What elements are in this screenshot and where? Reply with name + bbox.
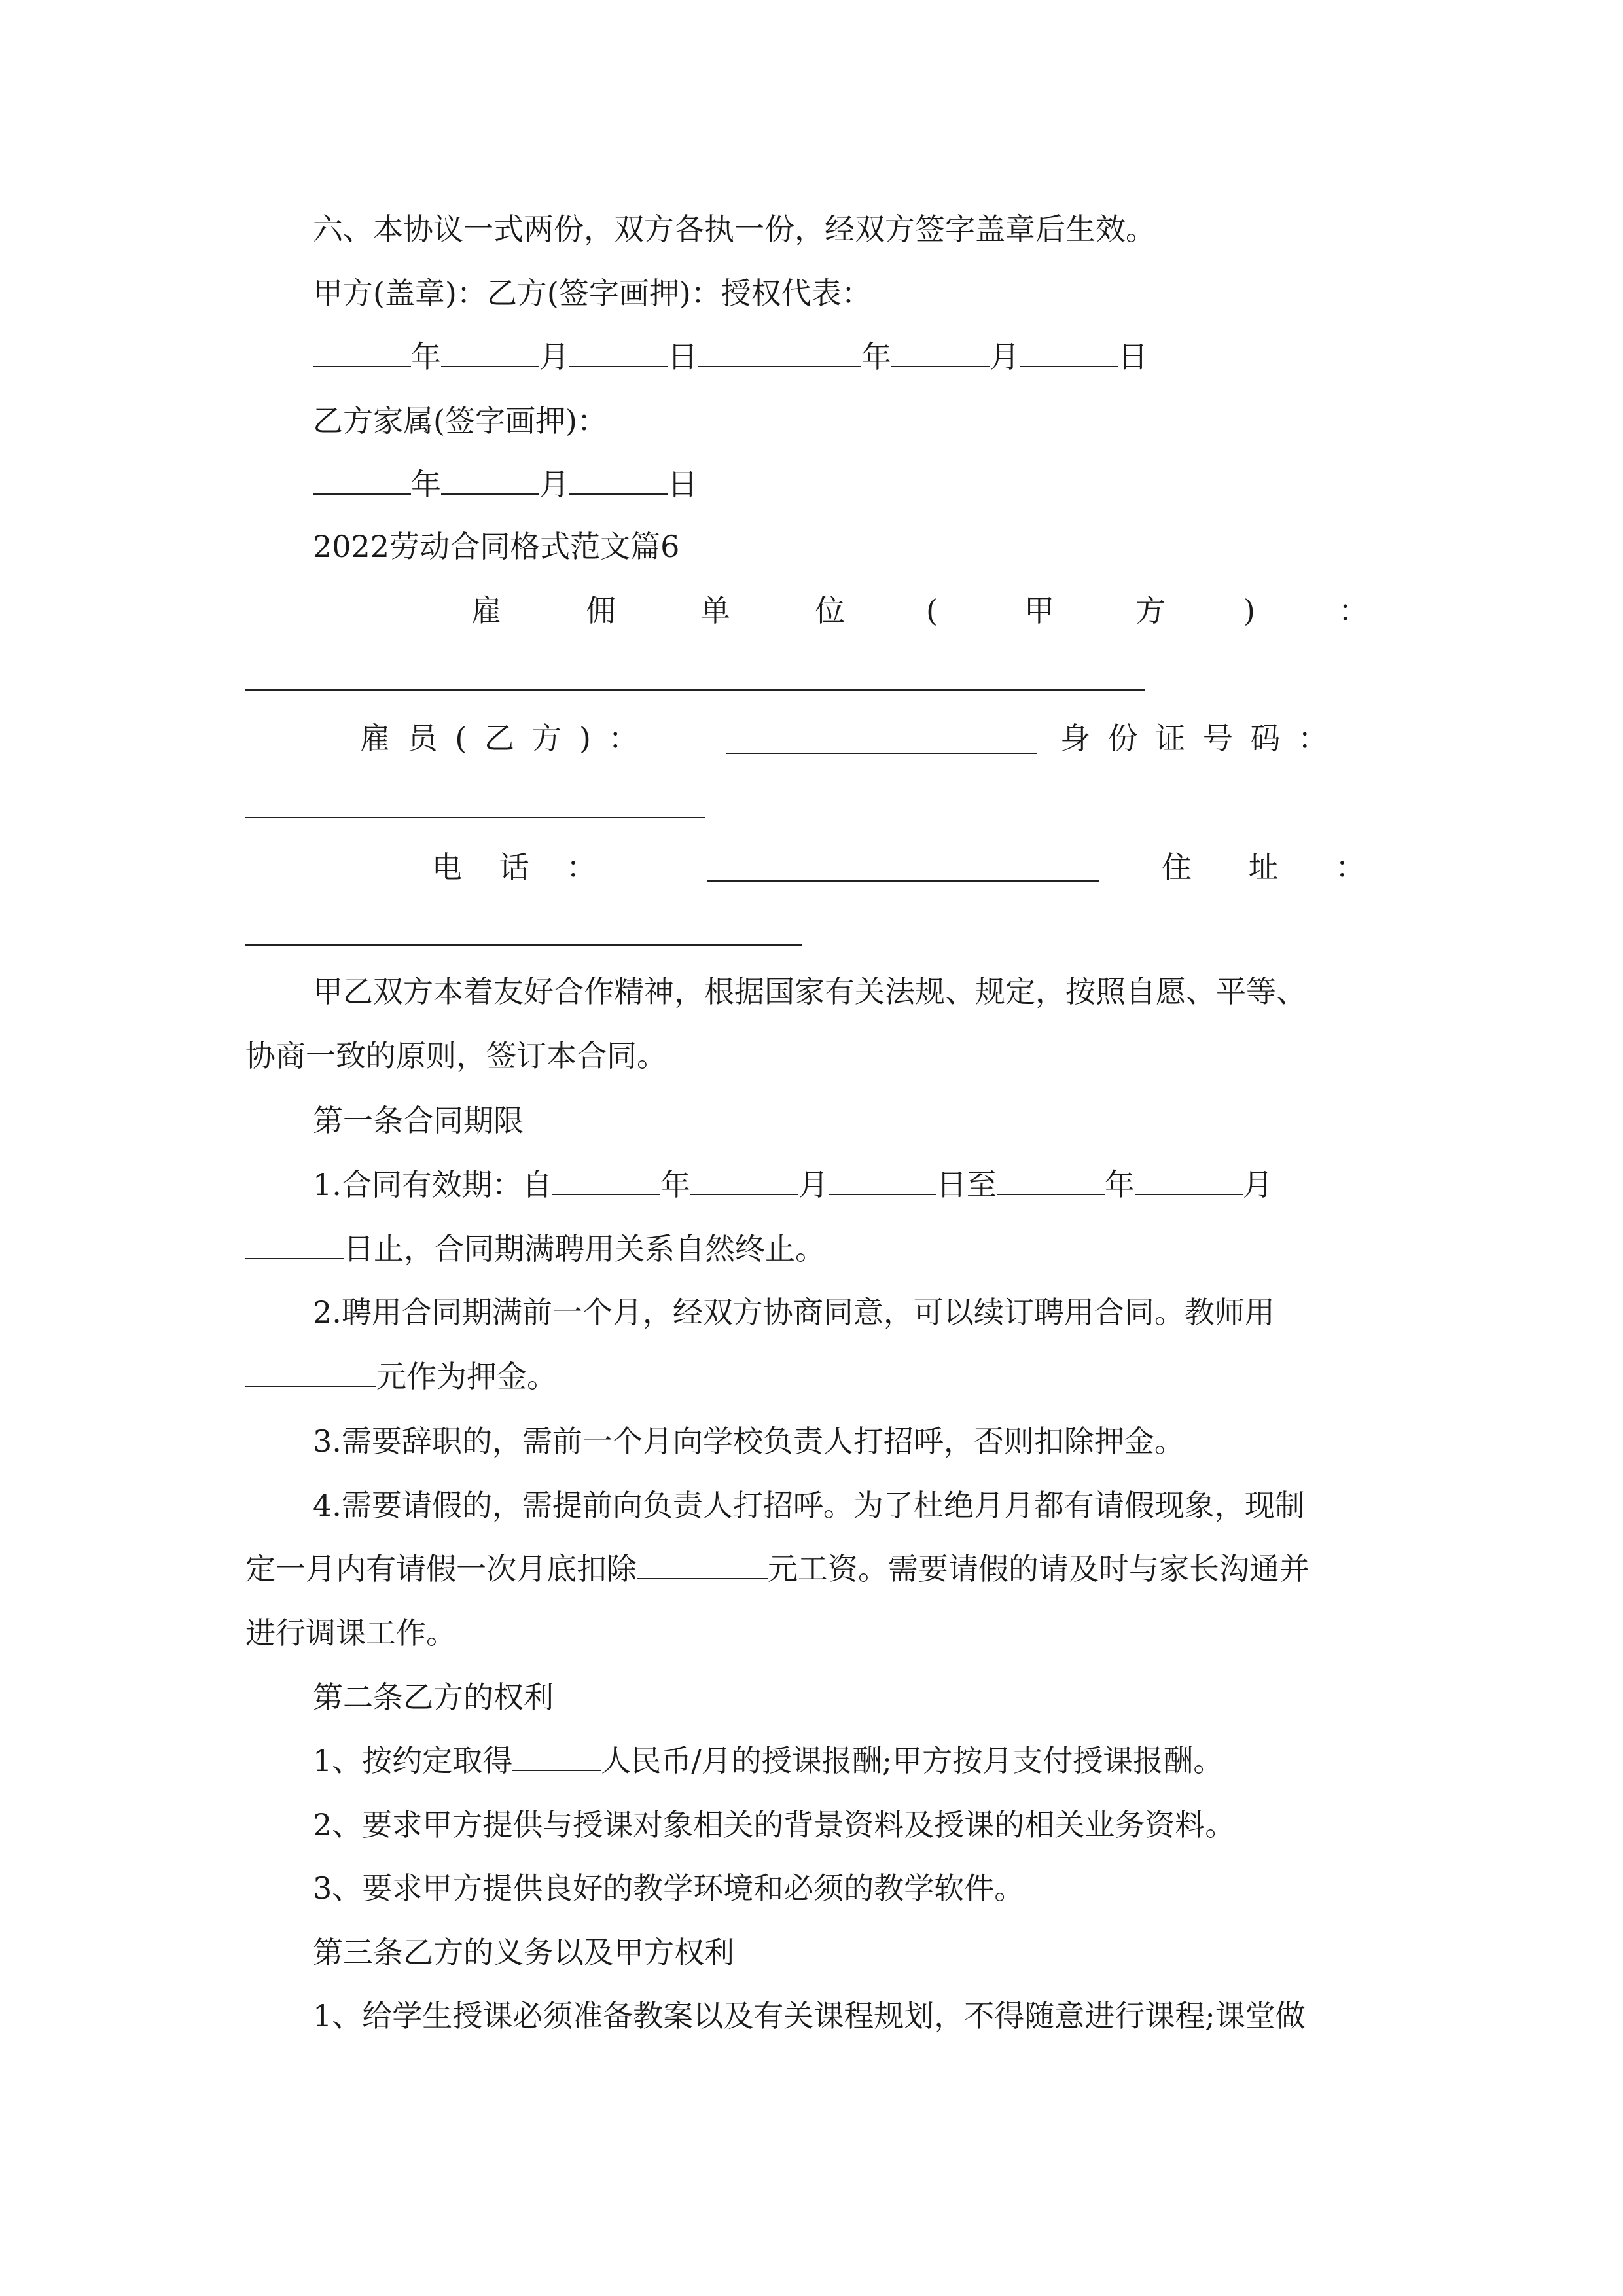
resignation-item: 3.需要辞职的，需前一个月向学校负责人打招呼，否则扣除押金。 bbox=[313, 1424, 1185, 1459]
blank[interactable] bbox=[891, 340, 990, 367]
blank[interactable] bbox=[512, 1744, 601, 1771]
right-item-2: 2、要求甲方提供与授课对象相关的背景资料及授课的相关业务资料。 bbox=[313, 1807, 1236, 1842]
employer-blank-line[interactable] bbox=[245, 689, 1145, 691]
right-item-3: 3、要求甲方提供良好的教学环境和必须的教学软件。 bbox=[313, 1871, 1025, 1906]
address-label: 住 址 ： bbox=[1162, 850, 1366, 885]
duty-item-1: 1、给学生授课必须准备教案以及有关课程规划，不得随意进行课程;课堂做 bbox=[313, 1998, 1306, 2034]
preamble-line1: 甲乙双方本着友好合作精神，根据国家有关法规、规定，按照自愿、平等、 bbox=[313, 974, 1306, 1009]
article-one-title: 第一条合同期限 bbox=[313, 1103, 524, 1138]
leave-line2: 定一月内有请假一次月底扣除 元工资。需要请假的请及时与家长沟通并 bbox=[245, 1551, 1310, 1587]
blank[interactable] bbox=[313, 467, 411, 495]
blank[interactable] bbox=[245, 1359, 376, 1387]
family-date-row: 年 月 日 bbox=[313, 465, 698, 504]
blank[interactable] bbox=[1135, 1168, 1243, 1195]
blank[interactable] bbox=[441, 340, 539, 367]
address-blank-line[interactable] bbox=[245, 944, 802, 946]
blank[interactable] bbox=[552, 1168, 660, 1195]
preamble-line2: 协商一致的原则，签订本合同。 bbox=[245, 1038, 667, 1073]
article-two-title: 第二条乙方的权利 bbox=[313, 1679, 554, 1715]
leave-line1: 4.需要请假的，需提前向负责人打招呼。为了杜绝月月都有请假现象，现制 bbox=[313, 1488, 1305, 1523]
blank[interactable] bbox=[698, 340, 861, 367]
article-three-title: 第三条乙方的义务以及甲方权利 bbox=[313, 1935, 734, 1970]
leave-line3: 进行调课工作。 bbox=[245, 1615, 456, 1651]
blank[interactable] bbox=[313, 340, 411, 367]
employee-label: 雇 员 ( 乙 方 ) ： bbox=[360, 721, 643, 756]
section-heading: 2022劳动合同格式范文篇6 bbox=[313, 529, 680, 564]
renewal-line2: 元作为押金。 bbox=[245, 1357, 557, 1396]
blank[interactable] bbox=[997, 1168, 1105, 1195]
phone-blank-line[interactable] bbox=[707, 880, 1099, 882]
term-line2: 日止，合同期满聘用关系自然终止。 bbox=[245, 1229, 825, 1268]
blank[interactable] bbox=[245, 1232, 344, 1259]
blank[interactable] bbox=[1020, 340, 1118, 367]
blank[interactable] bbox=[829, 1168, 936, 1195]
term-line1: 1.合同有效期：自 年 月 日至 年 月 bbox=[313, 1167, 1273, 1202]
id-number-blank-line[interactable] bbox=[245, 817, 705, 818]
blank[interactable] bbox=[569, 467, 668, 495]
clause-six: 六、本协议一式两份，双方各执一份，经双方签字盖章后生效。 bbox=[313, 211, 1156, 247]
right-item-1: 1、按约定取得 人民币/月的授课报酬;甲方按月支付授课报酬。 bbox=[313, 1743, 1224, 1778]
signature-parties: 甲方(盖章)：乙方(签字画押)：授权代表： bbox=[313, 276, 872, 311]
signature-date-row: 年 月 日 年 月 日 bbox=[313, 337, 1148, 376]
blank[interactable] bbox=[441, 467, 539, 495]
id-number-label: 身 份 证 号 码 ： bbox=[1060, 721, 1332, 756]
blank[interactable] bbox=[637, 1552, 768, 1579]
blank[interactable] bbox=[569, 340, 668, 367]
phone-label: 电 话 ： bbox=[432, 850, 597, 885]
employee-blank-line[interactable] bbox=[726, 753, 1037, 754]
renewal-line1: 2.聘用合同期满前一个月，经双方协商同意，可以续订聘用合同。教师用 bbox=[313, 1295, 1275, 1330]
blank[interactable] bbox=[690, 1168, 798, 1195]
family-signature: 乙方家属(签字画押)： bbox=[313, 403, 607, 439]
